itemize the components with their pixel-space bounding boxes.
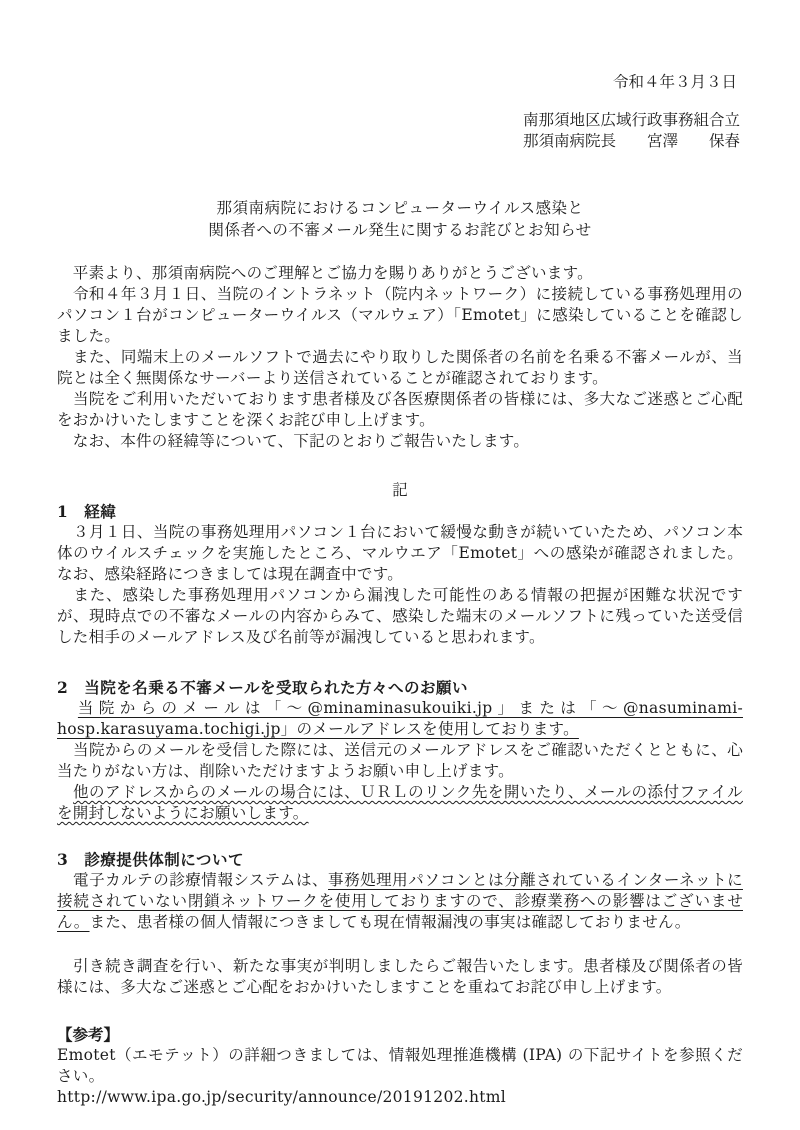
sender-organization: 南那須地区広域行政事務組合立 <box>523 111 741 129</box>
opening-paragraph-2: 令和４年３月１日、当院のイントラネット（院内ネットワーク）に接続している事務処理用のパソコン１台がコンピューターウイルス（マルウェア）「Emotet」に感染していることを確認しました。 <box>57 285 743 345</box>
section-3-p1-tail: また、患者様の個人情報につきましても現在情報漏洩の事実は確認しておりません。 <box>89 913 691 931</box>
section-2-paragraph-2: 当院からのメールを受信した際には、送信元のメールアドレスをご確認いただくとともに、心当たりがない方は、削除いただけますようお願い申し上げます。 <box>57 741 743 780</box>
section-2-p3-wavy-underlined-text: 他のアドレスからのメールの場合には、ＵＲＬのリンク先を開いたり、メールの添付ファイルを開封しないようにお願いします。 <box>57 783 743 822</box>
reference-heading: 【参考】 <box>57 1025 120 1044</box>
section-1-heading: 1 経緯 <box>57 502 117 521</box>
section-2-paragraph-3 <box>57 782 743 824</box>
section-1-paragraph-2: また、感染した事務処理用パソコンから漏洩した可能性のある情報の把握が困難な状況ですが、現時点での不審なメールの内容からみて、感染した端末のメールソフトに残っていた送受信した相手のメールアドレス及び名前等が漏洩していると思われます。 <box>57 586 743 646</box>
section-3-p1-underlined-text: 事務処理用パソコンとは分離されているインターネットに接続されていない閉鎖ネットワークを使用しておりますので、診療業務への影響はございません。 <box>57 871 743 931</box>
document-title-line2: 関係者への不審メール発生に関するお詫びとお知らせ <box>208 221 592 239</box>
section-1-history <box>57 501 743 648</box>
closing-paragraph: 引き続き調査を行い、新たな事実が判明しましたらご報告いたします。患者様及び関係者の皆様には、多大なご迷惑とご心配をおかけいたしますことを重ねてお詫び申し上げます。 <box>57 957 743 996</box>
section-1-paragraph-1: ３月１日、当院の事務処理用パソコン１台において緩慢な動きが続いていたため、パソコン本体のウイルスチェックを実施したところ、マルウエア「Emotet」への感染が確認されました。なお、感染経路につきましては現在調査中です。 <box>57 523 743 583</box>
opening-block <box>57 263 743 452</box>
opening-paragraph-5: なお、本件の経緯等について、下記のとおりご報告いたします。 <box>57 432 530 450</box>
section-3-medical-service <box>57 849 743 933</box>
closing-block <box>57 956 743 998</box>
section-2-p1-indent <box>57 699 78 717</box>
section-2-heading: 2 当院を名乗る不審メールを受取られた方々へのお願い <box>57 678 468 697</box>
section-2-suspicious-mail-request <box>57 677 743 824</box>
section-3-heading: 3 診療提供体制について <box>57 850 244 869</box>
opening-paragraph-4: 当院をご利用いただいております患者様及び各医療関係者の皆様には、多大なご迷惑とご心配をおかけいたしますことを深くお詫び申し上げます。 <box>57 390 743 429</box>
sender-name: 那須南病院長 宮澤 保春 <box>523 132 741 150</box>
opening-paragraph-1: 平素より、那須南病院へのご理解とご協力を賜りありがとうございます。 <box>57 264 593 282</box>
sender-block <box>523 110 743 152</box>
reference-text: Emotet（エモテット）の詳細つきましては、情報処理推進機構 (IPA) の下記サイトを参照ください。 <box>57 1046 743 1085</box>
document-title-line1: 那須南病院におけるコンピューターウイルス感染と <box>216 199 584 217</box>
section-2-p3-indent <box>57 783 73 801</box>
reference-url: http://www.ipa.go.jp/security/announce/20191202.html <box>57 1088 507 1106</box>
section-2-paragraph-1 <box>57 698 743 740</box>
reference-block <box>57 1024 743 1108</box>
record-mark: 記 <box>392 481 408 499</box>
section-3-p1-lead: 電子カルテの診療情報システムは、 <box>57 871 329 889</box>
section-3-paragraph-1 <box>57 870 743 933</box>
section-2-p1-underlined-text: 当院からのメールは「～@minaminasukouiki.jp」または「～@nasuminami-hosp.karasuyama.tochigi.jp」のメールアドレスを使用しております。 <box>57 699 743 738</box>
document-date: 令和４年３月３日 <box>612 73 737 91</box>
opening-paragraph-3: また、同端末上のメールソフトで過去にやり取りした関係者の名前を名乗る不審メールが、当院とは全く無関係なサーバーより送信されていることが確認されております。 <box>57 348 743 387</box>
document-title <box>57 197 743 241</box>
